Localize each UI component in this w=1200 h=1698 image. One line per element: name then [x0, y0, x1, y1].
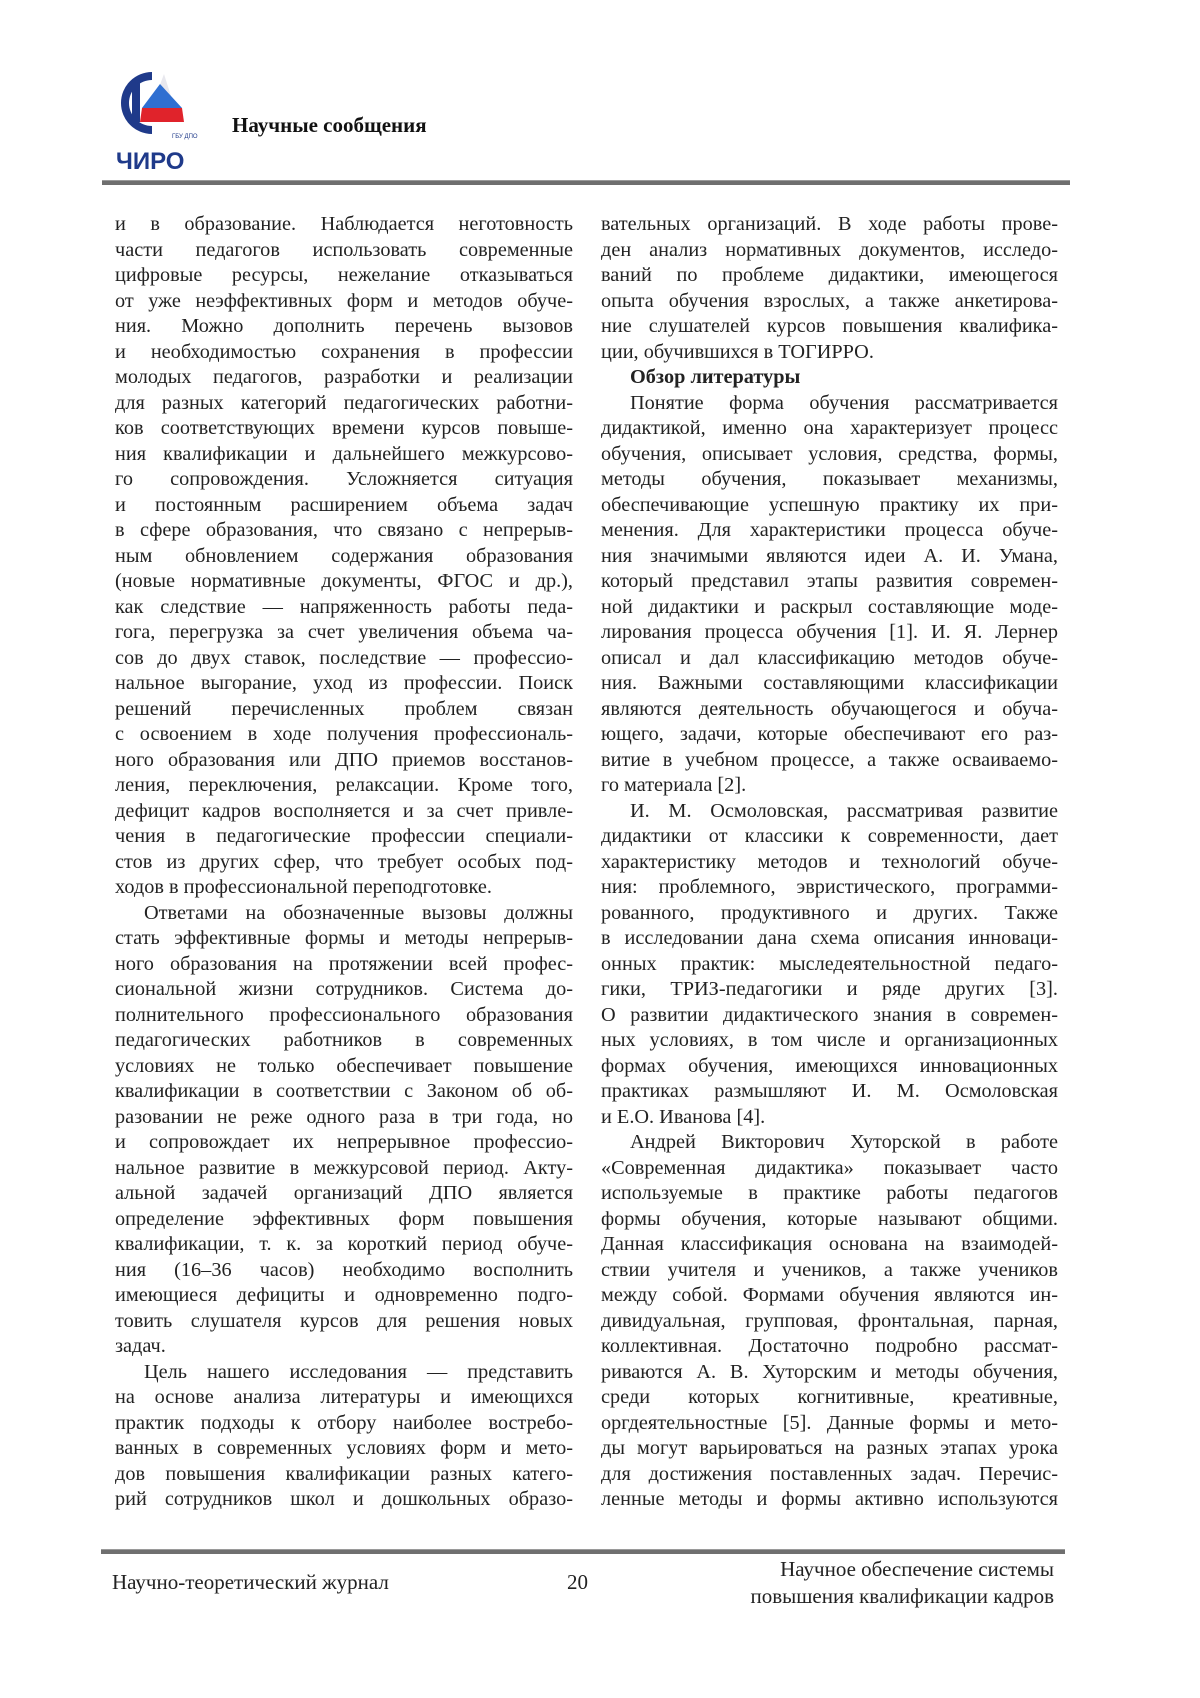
text-line: ния значимыми являются идеи А. И. Умана,	[601, 544, 1058, 569]
text-line: ющего, задачи, которые обеспечивают его раз-	[601, 722, 1058, 747]
text-line: и Е.О. Иванова [4].	[601, 1105, 1058, 1130]
text-line: коллективная. Достаточно подробно рассмат-	[601, 1334, 1058, 1359]
text-line: дов повышения квалификации разных катего-	[115, 1462, 573, 1487]
text-line: рованного, продуктивного и других. Также	[601, 901, 1058, 926]
text-line: для достижения поставленных задач. Перечис-	[601, 1462, 1058, 1487]
text-line: ных условиях, в том числе и организационных	[601, 1028, 1058, 1053]
text-line: используемые в практике работы педагогов	[601, 1181, 1058, 1206]
text-line: обеспечивающие успешную практику их при-	[601, 493, 1058, 518]
text-line: ления, переключения, релаксации. Кроме того,	[115, 773, 573, 798]
text-line: и в образование. Наблюдается неготовность	[115, 212, 573, 237]
footer-journal-title	[750, 1556, 1054, 1610]
text-line: гога, перегрузка за счет увеличения объема ча-	[115, 620, 573, 645]
page-number: 20	[567, 1570, 588, 1595]
text-line: ного образования или ДПО приемов восстанов-	[115, 748, 573, 773]
text-line: молодых педагогов, разработки и реализации	[115, 365, 573, 390]
text-line: Цель нашего исследования — представить	[115, 1360, 573, 1385]
text-line: задач.	[115, 1334, 573, 1359]
header-divider	[102, 180, 1070, 185]
text-line: ден анализ нормативных документов, исследо-	[601, 238, 1058, 263]
text-line: и необходимостью сохранения в профессии	[115, 340, 573, 365]
text-line: в исследовании дана схема описания инноваци-	[601, 926, 1058, 951]
text-line: стать эффективные формы и методы непрерыв-	[115, 926, 573, 951]
text-line: товить слушателя курсов для решения новых	[115, 1309, 573, 1334]
text-line: стов из других сфер, что требует особых под-	[115, 850, 573, 875]
text-line: онных практик: мыследеятельностной педаго-	[601, 952, 1058, 977]
footer-journal: Научно-теоретический журнал	[112, 1570, 389, 1595]
text-line: сиональной жизни сотрудников. Система до-	[115, 977, 573, 1002]
text-line: ным обновлением содержания образования	[115, 544, 573, 569]
text-line: рий сотрудников школ и дошкольных образо-	[115, 1487, 573, 1512]
text-line: дивидуальная, групповая, фронтальная, парная,	[601, 1309, 1058, 1334]
text-line: лирования процесса обучения [1]. И. Я. Лернер	[601, 620, 1058, 645]
text-line: условиях не только обеспечивает повышение	[115, 1054, 573, 1079]
text-line: ния (16–36 часов) необходимо восполнить	[115, 1258, 573, 1283]
text-line: альной задачей организаций ДПО является	[115, 1181, 573, 1206]
text-line: описал и дал классификацию методов обуче-	[601, 646, 1058, 671]
text-line: ния: проблемного, эвристического, программи-	[601, 875, 1058, 900]
text-line: ходов в профессиональной переподготовке.	[115, 875, 573, 900]
text-line: И. М. Осмоловская, рассматривая развитие	[601, 799, 1058, 824]
text-line: ков соответствующих времени курсов повыше-	[115, 416, 573, 441]
section-title: Научные сообщения	[232, 113, 427, 138]
text-line: части педагогов использовать современные	[115, 238, 573, 263]
text-line: квалификации, т. к. за короткий период обуче-	[115, 1232, 573, 1257]
text-line: методы обучения, показывает механизмы,	[601, 467, 1058, 492]
text-line: в сфере образования, что связано с непрерыв-	[115, 518, 573, 543]
text-line: ции, обучившихся в ТОГИРРО.	[601, 340, 1058, 365]
text-line: ние слушателей курсов повышения квалифика-	[601, 314, 1058, 339]
text-line: формах обучения, имеющихся инновационных	[601, 1054, 1058, 1079]
text-line: квалификации в соответствии с Законом об об-	[115, 1079, 573, 1104]
text-line: как следствие — напряженность работы педа-	[115, 595, 573, 620]
text-line: определение эффективных форм повышения	[115, 1207, 573, 1232]
text-line: педагогических работников в современных	[115, 1028, 573, 1053]
text-line: на основе анализа литературы и имеющихся	[115, 1385, 573, 1410]
text-line: цифровые ресурсы, нежелание отказываться	[115, 263, 573, 288]
text-line: обучения, описывает условия, средства, формы,	[601, 442, 1058, 467]
footer-title-line: повышения квалификации кадров	[750, 1583, 1054, 1610]
text-line: Понятие форма обучения рассматривается	[601, 391, 1058, 416]
text-line: практик подходы к отбору наиболее востребо-	[115, 1411, 573, 1436]
text-line: дидактикой, именно она характеризует процесс	[601, 416, 1058, 441]
text-line: который представил этапы развития современ-	[601, 569, 1058, 594]
text-line: го материала [2].	[601, 773, 1058, 798]
logo-text: ЧИРО	[116, 148, 184, 174]
text-line: гики, ТРИЗ-педагогики и ряде других [3].	[601, 977, 1058, 1002]
section-heading: Обзор литературы	[601, 365, 1058, 390]
text-line: опыта обучения взрослых, а также анкетирова-	[601, 289, 1058, 314]
text-line: решений перечисленных проблем связан	[115, 697, 573, 722]
text-line: ного образования на протяжении всей профес-	[115, 952, 573, 977]
text-line: нальное развитие в межкурсовой период. Акту-	[115, 1156, 573, 1181]
text-line: оргдеятельностные [5]. Данные формы и мето-	[601, 1411, 1058, 1436]
text-line: ды могут варьироваться на разных этапах урока	[601, 1436, 1058, 1461]
text-line: являются деятельность обучающегося и обуча-	[601, 697, 1058, 722]
text-line: ной дидактики и раскрыл составляющие моде-	[601, 595, 1058, 620]
footer-title-line: Научное обеспечение системы	[750, 1556, 1054, 1583]
text-line: Данная классификация основана на взаимодей-	[601, 1232, 1058, 1257]
text-line: «Современная дидактика» показывает часто	[601, 1156, 1058, 1181]
text-line: практиках размышляют И. М. Осмоловская	[601, 1079, 1058, 1104]
text-line: менения. Для характеристики процесса обуче-	[601, 518, 1058, 543]
text-line: характеристику методов и технологий обуче-	[601, 850, 1058, 875]
text-line: го сопровождения. Усложняется ситуация	[115, 467, 573, 492]
text-line: ваний по проблеме дидактики, имеющегося	[601, 263, 1058, 288]
text-line: риваются А. В. Хуторским и методы обучения,	[601, 1360, 1058, 1385]
text-line: ствии учителя и учеников, а также учеников	[601, 1258, 1058, 1283]
footer-divider	[101, 1549, 1065, 1554]
text-line: и постоянным расширением объема задач	[115, 493, 573, 518]
text-line: Ответами на обозначенные вызовы должны	[115, 901, 573, 926]
text-line: ванных в современных условиях форм и мето-	[115, 1436, 573, 1461]
text-line: с освоением в ходе получения профессиональ-	[115, 722, 573, 747]
text-line: формы обучения, которые называют общими.	[601, 1207, 1058, 1232]
text-line: и сопровождает их непрерывное профессио-	[115, 1130, 573, 1155]
text-line: ленные методы и формы активно используются	[601, 1487, 1058, 1512]
text-line: нальное выгорание, уход из профессии. Поиск	[115, 671, 573, 696]
text-line: ния. Можно дополнить перечень вызовов	[115, 314, 573, 339]
text-line: чения в педагогические профессии специали-	[115, 824, 573, 849]
text-line: ния квалификации и дальнейшего межкурсово-	[115, 442, 573, 467]
text-line: О развитии дидактического знания в современ-	[601, 1003, 1058, 1028]
text-line: среди которых когнитивные, креативные,	[601, 1385, 1058, 1410]
text-line: имеющиеся дефициты и одновременно подго-	[115, 1283, 573, 1308]
text-line: дефицит кадров восполняется и за счет привле-	[115, 799, 573, 824]
text-line: для разных категорий педагогических работни-	[115, 391, 573, 416]
text-line: витие в учебном процессе, а также осваиваемо-	[601, 748, 1058, 773]
text-line: ния. Важными составляющими классификации	[601, 671, 1058, 696]
text-line: полнительного профессионального образования	[115, 1003, 573, 1028]
text-line: сов до двух ставок, последствие — профессио-	[115, 646, 573, 671]
text-line: (новые нормативные документы, ФГОС и др.),	[115, 569, 573, 594]
text-line: дидактики от классики к современности, дает	[601, 824, 1058, 849]
text-line: разовании не реже одного раза в три года, но	[115, 1105, 573, 1130]
text-line: от уже неэффективных форм и методов обуче-	[115, 289, 573, 314]
chiro-logo	[112, 68, 204, 174]
text-line: Андрей Викторович Хуторской в работе	[601, 1130, 1058, 1155]
text-line: между собой. Формами обучения являются ин-	[601, 1283, 1058, 1308]
text-line: вательных организаций. В ходе работы прове-	[601, 212, 1058, 237]
logo-subtext: ГБУ ДПО	[172, 134, 198, 140]
